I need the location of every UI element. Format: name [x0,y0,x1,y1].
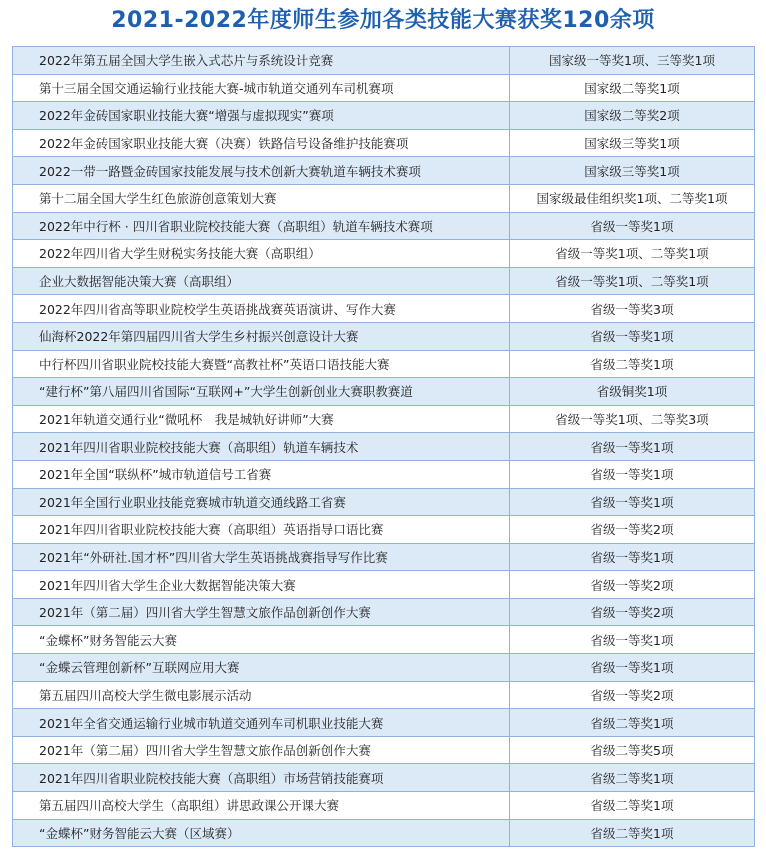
award-level: 省级二等奖1项 [510,819,755,847]
table-row [13,350,755,378]
competition-name: 企业大数据智能决策大赛（高职组） [13,267,510,295]
competition-name: 第十二届全国大学生红色旅游创意策划大赛 [13,184,510,212]
competition-name: 第十三届全国交通运输行业技能大赛-城市轨道交通列车司机赛项 [13,74,510,102]
award-level: 省级一等奖1项 [510,433,755,461]
competition-name: 2022一带一路暨金砖国家技能发展与技术创新大赛轨道车辆技术赛项 [13,157,510,185]
table-row [13,47,755,75]
award-level: 国家级一等奖1项、三等奖1项 [510,47,755,75]
competition-name: 2021年全省交通运输行业城市轨道交通列车司机职业技能大赛 [13,709,510,737]
competition-name: 2021年（第二届）四川省大学生智慧文旅作品创新创作大赛 [13,598,510,626]
competition-name: “金蝶杯”财务智能云大赛（区域赛） [13,819,510,847]
competition-name: 2022年四川省大学生财税实务技能大赛（高职组） [13,240,510,268]
competition-name: 第五届四川高校大学生微电影展示活动 [13,681,510,709]
table-row [13,598,755,626]
table-row [13,626,755,654]
competition-name: 2021年（第二届）四川省大学生智慧文旅作品创新创作大赛 [13,736,510,764]
award-level: 省级一等奖2项 [510,571,755,599]
awards-table [12,46,755,847]
award-level: 省级二等奖5项 [510,736,755,764]
award-level: 国家级最佳组织奖1项、二等奖1项 [510,184,755,212]
table-row [13,405,755,433]
award-level: 省级二等奖1项 [510,350,755,378]
table-row [13,129,755,157]
table-row [13,819,755,847]
competition-name: 第五届四川高校大学生（高职组）讲思政课公开课大赛 [13,792,510,820]
award-level: 省级一等奖1项 [510,654,755,682]
competition-name: 2021年全国行业职业技能竞赛城市轨道交通线路工省赛 [13,488,510,516]
table-row [13,322,755,350]
award-level: 省级一等奖2项 [510,516,755,544]
competition-name: 2021年四川省大学生企业大数据智能决策大赛 [13,571,510,599]
competition-name: 中行杯四川省职业院校技能大赛暨“高教社杯”英语口语技能大赛 [13,350,510,378]
award-level: 国家级三等奖1项 [510,157,755,185]
table-row [13,736,755,764]
table-row [13,212,755,240]
award-level: 省级一等奖1项 [510,543,755,571]
table-row [13,102,755,130]
table-row [13,654,755,682]
table-row [13,74,755,102]
award-level: 省级一等奖1项 [510,322,755,350]
competition-name: “金蝶杯”财务智能云大赛 [13,626,510,654]
award-level: 国家级二等奖2项 [510,102,755,130]
competition-name: 2021年“外研社.国才杯”四川省大学生英语挑战赛指导写作比赛 [13,543,510,571]
table-row [13,709,755,737]
table-row [13,571,755,599]
award-level: 省级一等奖3项 [510,295,755,323]
competition-name: 2021年全国“联纵杯”城市轨道信号工省赛 [13,460,510,488]
award-level: 省级一等奖1项 [510,488,755,516]
award-level: 省级二等奖1项 [510,792,755,820]
competition-name: “金蝶云管理创新杯”互联网应用大赛 [13,654,510,682]
competition-name: 2021年四川省职业院校技能大赛（高职组）轨道车辆技术 [13,433,510,461]
award-level: 省级一等奖1项 [510,626,755,654]
award-level: 省级一等奖1项、二等奖1项 [510,267,755,295]
competition-name: 2022年四川省高等职业院校学生英语挑战赛英语演讲、写作大赛 [13,295,510,323]
table-row [13,184,755,212]
award-level: 省级铜奖1项 [510,378,755,406]
award-level: 省级二等奖1项 [510,764,755,792]
award-level: 国家级三等奖1项 [510,129,755,157]
competition-name: 2022年金砖国家职业技能大赛“增强与虚拟现实”赛项 [13,102,510,130]
table-row [13,764,755,792]
award-level: 省级一等奖2项 [510,681,755,709]
competition-name: 2022年第五届全国大学生嵌入式芯片与系统设计竞赛 [13,47,510,75]
table-row [13,157,755,185]
competition-name: “建行杯”第八届四川省国际“互联网+”大学生创新创业大赛职教赛道 [13,378,510,406]
awards-table-body [13,47,755,847]
competition-name: 仙海杯2022年第四届四川省大学生乡村振兴创意设计大赛 [13,322,510,350]
award-level: 国家级二等奖1项 [510,74,755,102]
award-level: 省级一等奖1项、二等奖1项 [510,240,755,268]
table-row [13,460,755,488]
competition-name: 2022年中行杯 · 四川省职业院校技能大赛（高职组）轨道车辆技术赛项 [13,212,510,240]
table-row [13,543,755,571]
table-row [13,681,755,709]
table-row [13,488,755,516]
competition-name: 2021年四川省职业院校技能大赛（高职组）市场营销技能赛项 [13,764,510,792]
competition-name: 2022年金砖国家职业技能大赛（决赛）铁路信号设备维护技能赛项 [13,129,510,157]
table-row [13,378,755,406]
award-level: 省级一等奖1项、二等奖3项 [510,405,755,433]
table-row [13,240,755,268]
table-row [13,792,755,820]
table-row [13,516,755,544]
table-row [13,267,755,295]
competition-name: 2021年四川省职业院校技能大赛（高职组）英语指导口语比赛 [13,516,510,544]
table-row [13,433,755,461]
page-title: 2021-2022年度师生参加各类技能大赛获奖120余项 [111,8,655,33]
award-level: 省级一等奖1项 [510,460,755,488]
award-level: 省级一等奖2项 [510,598,755,626]
award-level: 省级一等奖1项 [510,212,755,240]
table-row [13,295,755,323]
award-level: 省级二等奖1项 [510,709,755,737]
competition-name: 2021年轨道交通行业“微吼杯 我是城轨好讲师”大赛 [13,405,510,433]
